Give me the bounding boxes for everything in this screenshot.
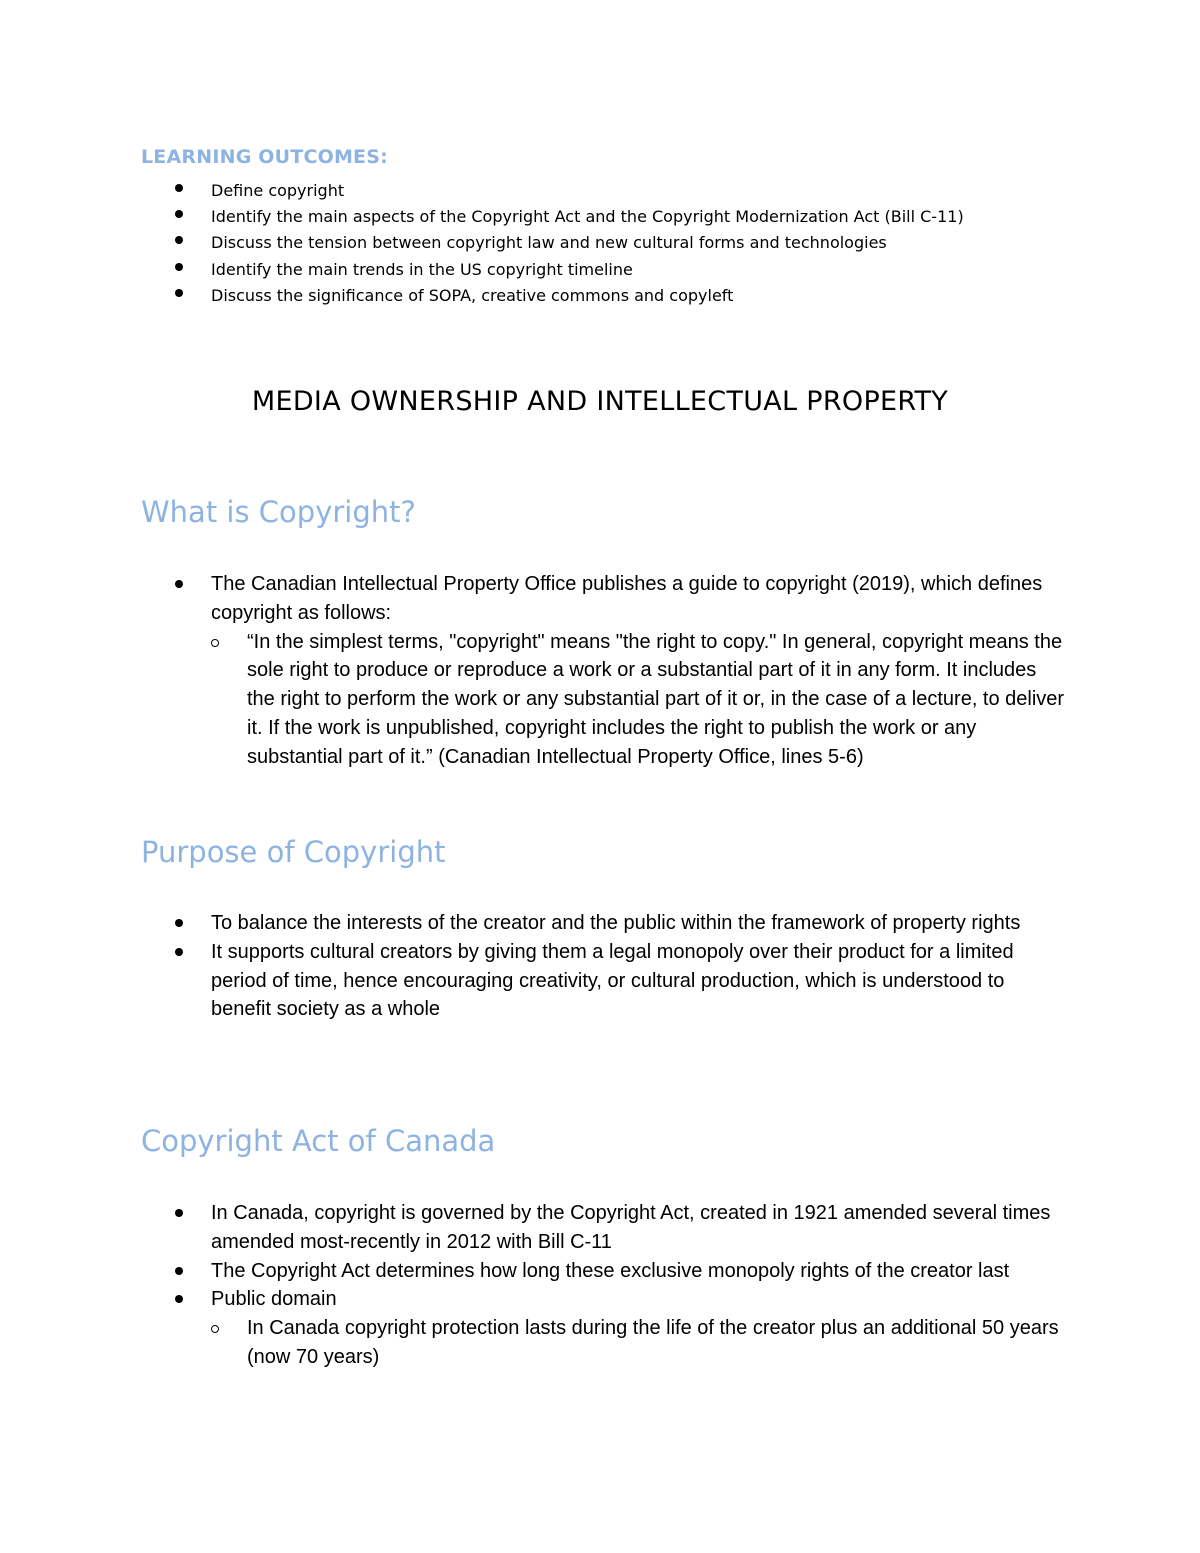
- section-list-what-is-copyright: [175, 570, 1065, 772]
- sub-list-item: [176, 628, 1065, 772]
- list-item-text: In Canada, copyright is governed by the Copyright Act, created in 1921 amended several times amended most-recently in 2012 with Bill C-11: [211, 1202, 1051, 1253]
- section-heading-copyright-act-of-canada: Copyright Act of Canada: [141, 1124, 496, 1158]
- list-item: [175, 178, 964, 204]
- learning-outcomes-heading: LEARNING OUTCOMES:: [141, 146, 388, 168]
- list-item-text: To balance the interests of the creator and the public within the framework of property rights: [211, 912, 1021, 934]
- list-item-text: It supports cultural creators by giving them a legal monopoly over their product for a limited period of time, hence encouraging creativity, or cultural production, which is understood to benefit society as a whole: [211, 940, 1014, 1021]
- list-item-text: Define copyright: [211, 181, 345, 200]
- sub-list-item-text: “In the simplest terms, "copyright" means "the right to copy." In general, copyright means the sole right to produce or reproduce a work or a substantial part of it in any form. It includes the right to perform the work or any substantial part of it or, in the case of a lecture, to deliver it. If the work is unpublished, copyright includes the right to publish the work or any substantial part of it.” (Canadian Intellectual Property Office, lines 5-6): [247, 630, 1065, 768]
- list-item-text: Identify the main aspects of the Copyright Act and the Copyright Modernization Act (Bill C-11): [211, 207, 964, 227]
- section-list-copyright-act-of-canada: [175, 1199, 1065, 1372]
- sub-list-item: [176, 1314, 1065, 1372]
- list-item-text: The Copyright Act determines how long these exclusive monopoly rights of the creator last: [211, 1259, 1010, 1282]
- sub-list: [211, 628, 1065, 772]
- list-item-text: Discuss the tension between copyright law and new cultural forms and technologies: [211, 233, 887, 253]
- section-heading-what-is-copyright: What is Copyright?: [141, 495, 416, 529]
- list-item: [175, 257, 964, 283]
- learning-outcomes-list: [175, 178, 964, 309]
- list-item: [175, 1257, 1065, 1286]
- list-item: [175, 909, 1065, 938]
- list-item: [175, 570, 1065, 772]
- list-item: [175, 230, 964, 256]
- list-item: [175, 283, 964, 309]
- section-list-purpose-of-copyright: [175, 909, 1065, 1024]
- page-title: MEDIA OWNERSHIP AND INTELLECTUAL PROPERTY: [251, 386, 949, 417]
- sub-list: [211, 1314, 1065, 1372]
- list-item: [175, 1285, 1065, 1371]
- list-item-text: Public domain: [211, 1288, 337, 1311]
- section-heading-purpose-of-copyright: Purpose of Copyright: [141, 835, 446, 869]
- list-item: [175, 938, 1065, 1024]
- list-item: [175, 204, 964, 230]
- list-item: [175, 1199, 1065, 1257]
- list-item-text: Discuss the significance of SOPA, creative commons and copyleft: [211, 285, 734, 305]
- list-item-text: Identify the main trends in the US copyright timeline: [211, 259, 633, 279]
- list-item-text: The Canadian Intellectual Property Office publishes a guide to copyright (2019), which defines copyright as follows:: [211, 573, 1043, 624]
- sub-list-item-text: In Canada copyright protection lasts during the life of the creator plus an additional 50 years (now 70 years): [247, 1317, 1059, 1368]
